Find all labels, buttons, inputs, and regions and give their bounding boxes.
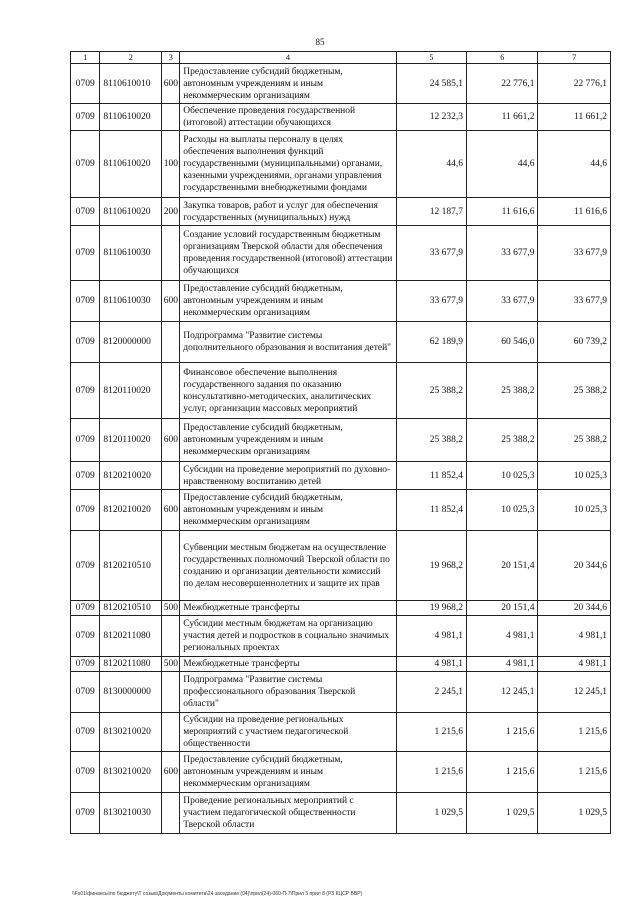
cell-vr [162,363,180,419]
cell-v2: 11 661,2 [467,104,538,131]
cell-v3: 25 388,2 [538,419,611,462]
cell-rz: 0709 [71,198,100,226]
table-row [71,713,611,752]
table-row [71,490,611,531]
cell-name: Межбюджетные трансферты [180,601,396,616]
cell-v3: 11 616,6 [538,198,611,226]
cell-v3: 12 245,1 [538,672,611,713]
cell-vr: 600 [162,419,180,462]
cell-name: Субсидии на проведение региональных мероприятий с участием педагогической общественности [180,713,396,752]
cell-rz: 0709 [71,281,100,322]
cell-name: Финансовое обеспечение выполнения государственного задания по оказанию консультативно-методических, аналитических услуг, организации массовых мероприятий [180,363,396,419]
table-row [71,657,611,672]
cell-v1: 1 215,6 [396,752,466,793]
cell-vr: 200 [162,198,180,226]
header-cell: 3 [162,52,180,64]
cell-v3: 33 677,9 [538,226,611,281]
cell-v1: 33 677,9 [396,226,466,281]
cell-rz: 0709 [71,462,100,490]
cell-csr: 8120210020 [100,490,162,531]
table-row [71,198,611,226]
cell-name: Подпрограмма "Развитие системы дополнительного образования и воспитания детей" [180,322,396,363]
cell-v2: 1 215,6 [467,752,538,793]
cell-v3: 44,6 [538,131,611,198]
cell-v2: 20 151,4 [467,601,538,616]
cell-v3: 20 344,6 [538,531,611,601]
cell-rz: 0709 [71,616,100,657]
cell-rz: 0709 [71,672,100,713]
cell-name: Подпрограмма "Развитие системы профессионального образования Тверской области" [180,672,396,713]
cell-v2: 4 981,1 [467,616,538,657]
cell-v3: 25 388,2 [538,363,611,419]
cell-rz: 0709 [71,419,100,462]
cell-v3: 4 981,1 [538,616,611,657]
cell-v3: 4 981,1 [538,657,611,672]
cell-v3: 20 344,6 [538,601,611,616]
cell-vr: 500 [162,601,180,616]
cell-csr: 8120211080 [100,657,162,672]
cell-v1: 12 187,7 [396,198,466,226]
cell-csr: 8130210020 [100,713,162,752]
cell-name: Субвенции местным бюджетам на осуществление государственных полномочий Тверской области по созданию и организации деятельности комиссий по делам несовершеннолетних и защите их прав [180,531,396,601]
cell-vr: 100 [162,131,180,198]
cell-v1: 24 585,1 [396,64,466,104]
cell-vr [162,462,180,490]
table-row [71,281,611,322]
header-cell: 1 [71,52,100,64]
cell-v2: 20 151,4 [467,531,538,601]
cell-v2: 33 677,9 [467,281,538,322]
table-row [71,462,611,490]
cell-rz: 0709 [71,104,100,131]
cell-rz: 0709 [71,752,100,793]
table-row [71,419,611,462]
table-row [71,672,611,713]
cell-v2: 11 616,6 [467,198,538,226]
cell-v3: 10 025,3 [538,490,611,531]
cell-rz: 0709 [71,490,100,531]
cell-vr [162,793,180,834]
cell-v1: 1 215,6 [396,713,466,752]
cell-name: Предоставление субсидий бюджетным, автономным учреждениям и иным некоммерческим организациям [180,752,396,793]
header-cell: 5 [396,52,466,64]
cell-rz: 0709 [71,713,100,752]
cell-vr: 600 [162,281,180,322]
cell-v2: 4 981,1 [467,657,538,672]
cell-v3: 60 739,2 [538,322,611,363]
cell-v3: 1 215,6 [538,713,611,752]
table-row [71,226,611,281]
cell-name: Предоставление субсидий бюджетным, автономным учреждениям и иным некоммерческим организациям [180,281,396,322]
cell-vr: 600 [162,752,180,793]
cell-v2: 44,6 [467,131,538,198]
cell-v2: 10 025,3 [467,490,538,531]
cell-name: Предоставление субсидий бюджетным, автономным учреждениям и иным некоммерческим организациям [180,490,396,531]
cell-v1: 19 968,2 [396,601,466,616]
cell-vr [162,531,180,601]
cell-v1: 19 968,2 [396,531,466,601]
cell-csr: 8120210510 [100,601,162,616]
header-cell: 2 [100,52,162,64]
cell-name: Создание условий государственным бюджетным организациям Тверской области для обеспечения проведения государственной (итоговой) аттестации обучающихся [180,226,396,281]
cell-csr: 8110610020 [100,198,162,226]
cell-v1: 62 189,9 [396,322,466,363]
cell-v2: 25 388,2 [467,419,538,462]
table-row [71,322,611,363]
header-cell: 4 [180,52,396,64]
page-number: 85 [315,37,325,47]
cell-v1: 4 981,1 [396,616,466,657]
cell-v1: 25 388,2 [396,363,466,419]
cell-vr [162,104,180,131]
budget-table [70,51,611,834]
table-row [71,104,611,131]
table-row [71,752,611,793]
cell-rz: 0709 [71,64,100,104]
cell-v3: 1 029,5 [538,793,611,834]
cell-name: Межбюджетные трансферты [180,657,396,672]
cell-name: Расходы на выплаты персоналу в целях обеспечения выполнения функций государственными (муниципальными) органами, казенными учреждениями, органами управления государственными внебюджетными фондами [180,131,396,198]
cell-v2: 12 245,1 [467,672,538,713]
cell-v2: 60 546,0 [467,322,538,363]
cell-csr: 8110610030 [100,281,162,322]
cell-name: Закупка товаров, работ и услуг для обеспечения государственных (муниципальных) нужд [180,198,396,226]
table-row [71,793,611,834]
cell-v2: 10 025,3 [467,462,538,490]
cell-vr: 600 [162,490,180,531]
cell-v1: 1 029,5 [396,793,466,834]
cell-vr [162,226,180,281]
header-cell: 7 [538,52,611,64]
cell-v2: 25 388,2 [467,363,538,419]
cell-rz: 0709 [71,793,100,834]
cell-v3: 11 661,2 [538,104,611,131]
cell-name: Субсидии на проведение мероприятий по духовно-нравственному воспитанию детей [180,462,396,490]
cell-name: Проведение региональных мероприятий с участием педагогической общественности Тверской области [180,793,396,834]
cell-name: Обеспечение проведения государственной (итоговой) аттестации обучающихся [180,104,396,131]
cell-rz: 0709 [71,131,100,198]
cell-v1: 2 245,1 [396,672,466,713]
cell-rz: 0709 [71,363,100,419]
cell-csr: 8110610030 [100,226,162,281]
cell-vr: 600 [162,64,180,104]
cell-csr: 8120110020 [100,419,162,462]
cell-v1: 12 232,3 [396,104,466,131]
cell-v1: 25 388,2 [396,419,466,462]
cell-name: Предоставление субсидий бюджетным, автономным учреждениям и иным некоммерческим организациям [180,419,396,462]
cell-rz: 0709 [71,322,100,363]
cell-v3: 1 215,6 [538,752,611,793]
cell-vr [162,672,180,713]
cell-v2: 33 677,9 [467,226,538,281]
cell-csr: 8110610020 [100,104,162,131]
cell-v1: 4 981,1 [396,657,466,672]
cell-v3: 33 677,9 [538,281,611,322]
cell-rz: 0709 [71,226,100,281]
cell-csr: 8120110020 [100,363,162,419]
cell-v2: 1 215,6 [467,713,538,752]
cell-csr: 8120210020 [100,462,162,490]
table-row [71,131,611,198]
cell-csr: 8130000000 [100,672,162,713]
cell-v3: 22 776,1 [538,64,611,104]
header-cell: 6 [467,52,538,64]
cell-v1: 33 677,9 [396,281,466,322]
table-row [71,363,611,419]
cell-vr [162,616,180,657]
cell-vr: 500 [162,657,180,672]
table-row [71,531,611,601]
cell-v2: 1 029,5 [467,793,538,834]
cell-v1: 11 852,4 [396,490,466,531]
cell-csr: 8130210030 [100,793,162,834]
cell-v3: 10 025,3 [538,462,611,490]
cell-v1: 44,6 [396,131,466,198]
cell-v2: 22 776,1 [467,64,538,104]
cell-vr [162,713,180,752]
cell-vr [162,322,180,363]
cell-rz: 0709 [71,601,100,616]
cell-name: Субсидии местным бюджетам на организацию участия детей и подростков в социально значимых региональных проектах [180,616,396,657]
cell-csr: 8110610010 [100,64,162,104]
cell-rz: 0709 [71,531,100,601]
cell-v1: 11 852,4 [396,462,466,490]
table-row [71,64,611,104]
table-row [71,616,611,657]
cell-csr: 8120000000 [100,322,162,363]
table-row [71,601,611,616]
cell-csr: 8120210510 [100,531,162,601]
cell-name: Предоставление субсидий бюджетным, автономным учреждениям и иным некоммерческим организациям [180,64,396,104]
table-header-row [71,52,611,64]
cell-rz: 0709 [71,657,100,672]
cell-csr: 8130210020 [100,752,162,793]
file-path-footer: \\Fs01\финансы\по бюджету\Т созыв\Документы комитета\24 заседание (04)\прил(24)-060-П-7\Прил 5 прил 8 (РЗ КЦСР ВВР) [72,891,363,897]
cell-csr: 8120211080 [100,616,162,657]
cell-csr: 8110610020 [100,131,162,198]
